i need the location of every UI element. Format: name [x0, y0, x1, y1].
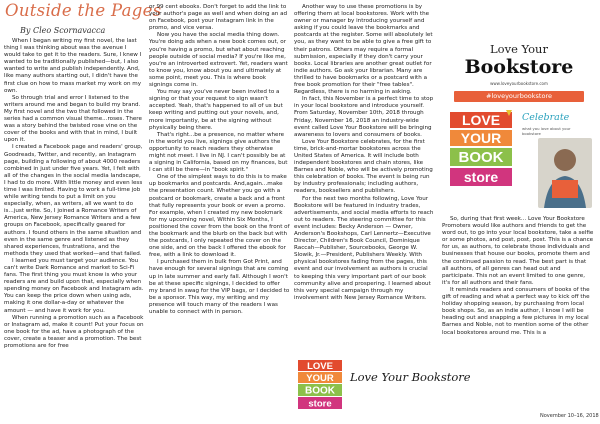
article-column-4 — [442, 216, 594, 424]
footer-logo-word-book: BOOK — [305, 385, 335, 397]
article-byline: By Cleo Scornavacca — [20, 26, 106, 35]
paragraph: One of the simplest ways to do this is to make up bookmarks and postcards. And,again...make the presentation count. Whether you go with a postcard or bookmark, create a back and a front that fully represents your book or even a promo. For example, when I created my new bookmark for my upcoming novel, Within Six Months, I positioned the cover from the book on the front of the bookmark and the blurb on the back but with the postcards, I only repeated the cover on the one side, and on the back I offered the ebook for free, with a link to download it. — [149, 174, 290, 259]
love-your-bookstore-logo-small — [296, 358, 346, 412]
footer-logo-word-store: store — [308, 398, 332, 410]
paragraph: That's right...be a presence, no matter where in the world you live, signings give authors the opportunity to reach readers they otherwise might not meet. I live in NJ. I can't possibly be at a signing in California, based on my finances, but I can still be there—in "book spirit." — [149, 131, 288, 174]
poster-photo-reader — [538, 138, 592, 208]
poster-hashtag: #loveyourbookstore — [454, 91, 584, 102]
article-column-2 — [149, 4, 290, 424]
poster-heading-big: Bookstore — [464, 56, 574, 78]
poster-celebrate-sub: what you love about your bookstore — [522, 126, 571, 136]
paragraph: So through trial and error I listened to the writers around me and began to build my brand. My first novel and the two that followed in the series had a common visual theme...roses. There was a story behind the twisted rose vine on the cover of the books and with that in mind, I built upon it. — [4, 94, 142, 144]
poster-heading-small: Love Your — [490, 42, 548, 56]
paragraph: Now you have the social media thing down. You're doing ads when a new book comes out, or you're having a promo, but what about reaching people outside of social media? If you're like me, you're an introverted extrovert. Yet, readers want to know you, know about you and ultimately at some point, meet you. This is where book signings come in. — [149, 32, 288, 89]
love-your-bookstore-poster — [442, 4, 596, 214]
footer-logo-word-your: YOUR — [306, 373, 334, 384]
paragraph: I created a Facebook page and readers' group, Goodreads, Twitter, and recently, an Instagram page, building a following of about 4000 readers combined in just under five years. Yet, I felt with all of the changes in the social media landscape, I had to do more. With little money and even less time I was limited. Having to work a full-time job while writing tends to put a limit on you especially, when, as writers, all we want to do is...just write. So, I joined a Romance Writers of America, New Jersey Romance Writers and a few groups on Facebook, specifically geared for authors. I found others in the same situation and even in the same genre and listened as they shared experiences, frustrations, and the methods they used that worked—and that failed. — [4, 144, 143, 257]
paragraph: In fact, this November is a perfect time to stop in your local bookstore and introduce yourself. From Saturday, November 10th, 2018 through Friday, November 16, 2018 an industry-wide event called Love Your Bookstore will be bringing awareness to lovers and consumers of books. — [294, 96, 434, 138]
paragraph: So, during that first week... Love Your Bookstore Promoters would like authors and friends to get the word out, to go into your local bookstore, take a selfie or some photos, and post, post, post. This is a chance for us, as authors, to celebrate those individuals and businesses that house our books, promote them and the continued passion to read. The best part is that all authors, of all genres can head out and participate. This not an event limited to one genre, it's for all authors and their fans. — [442, 216, 594, 286]
article-column-3 — [294, 4, 435, 356]
paragraph: It reminds readers and consumers of books of the gift of reading and what a perfect way to kick off the holiday shopping season, by purchasing from local book shops. So, as an indie author, I know I will be heading out and snapping a few pictures in my local Barnes and Noble, not to mention some of the other local bookstores around me. This is a — [442, 286, 590, 336]
logo-word-book: BOOK — [458, 149, 504, 166]
poster-celebrate: Celebrate — [522, 112, 570, 123]
footer-brand: Love Your Bookstore — [350, 370, 471, 384]
article-title: Outside the Pages — [5, 1, 162, 20]
love-your-bookstore-logo-large — [448, 108, 518, 194]
poster-heading — [442, 42, 596, 77]
paragraph: I learned you must target your audience. You can't write Dark Romance and market to Sci-Fi fans. The first thing you must know is who your readers are and build upon that, especially when spending money on Facebook and Instagram ads. You can keep the price down when using ads, making it one dollar-a-day or whatever the amount — and have it work for you. — [4, 257, 144, 314]
article-column-1 — [4, 38, 144, 424]
paragraph: I purchased them in bulk from Got Print, and have enough for several signings that are coming up in late summer and early fall. Although I won't be at these specific signings, I decided to offer my brand in swag for the VIP bags, or I decided to be a sponsor. This way, my writing and my presence will touch many of the readers I was unable to connect with in person. — [149, 259, 290, 316]
paragraph: Another way to use these promotions is by offering them at local bookstores. Work with the owner or manager by introducing yourself and asking if you could leave the bookmarks and postcards at the register. Some will absolutely let you, as they want to be able to give a free gift to their patrons. Others may require a formal submission, especially if they don't carry your books. Local libraries are another great outlet for indie authors. Go ask your librarian. Many are thrilled to have bookmarks or a postcard with a free book promotion for their "free tables". Regardless, there is no harming in asking. — [294, 4, 433, 96]
paragraph: When running a promotion such as a Facebook or Instagram ad, make it count! Put your focus on one book for the ad, have a photograph of the cover, create a teaser and a promotion. The best promotions are for free — [4, 314, 144, 350]
paragraph: For the next two months following, Love Your Bookstore will be featured in industry trades, advertisements, and social media efforts to reach out to readers. The steering committee for this event includes: Becky Anderson — Owner, Anderson's Bookshops, Carl Lennertz—Executive Director, Children's Book Council, Dominique Raccah—Publisher, Sourcebooks, George W. Slowik, Jr.—President, Publishers Weekly. With physical bookstores fading from the pages, this event and our involvement as authors is crucial to keeping this very important part of our book community alive and prospering. I learned about this very special campaign through my involvement with New Jersey Romance Writers. — [294, 195, 434, 301]
paragraph: Love Your Bookstore celebrates, for the first time, brick-and-mortar bookstores across the United States of America. It will include both independent bookstores and chain stores, like Barnes and Noble, who will be actively promoting this celebration of books. The event is being run by industry professionals; including authors, readers, booksellers and publishers. — [294, 138, 433, 195]
paragraph: You may say you've never been invited to a signing or that your request to sign wasn't accepted. Yeah, that's happened to all of us but keep writing and putting out your novels, and, more importantly, be at the signing without physically being there. — [149, 89, 283, 131]
logo-word-your: YOUR — [460, 130, 502, 146]
logo-word-love: LOVE — [461, 112, 501, 128]
footer-date: November 10–16, 2018 — [540, 413, 599, 419]
paragraph: When I began writing my first novel, the last thing I was thinking about was the avenue I would take to get it to the readers. Sure, I knew I wanted to be traditionally published—but, I also wanted to write and publish independently. And, like many authors starting out, I didn't have the first clue on how to mass market my work on my own. — [4, 38, 142, 94]
logo-word-store: store — [463, 169, 499, 185]
footer-logo-word-love: LOVE — [307, 361, 333, 372]
paragraph: or 99 cent ebooks. Don't forget to add the link to your author's page as well and when doing an ad on Facebook, post your Instagram link in the promo, and vice versa. — [149, 4, 288, 32]
poster-website: www.loveyourbookstore.com — [490, 81, 548, 86]
